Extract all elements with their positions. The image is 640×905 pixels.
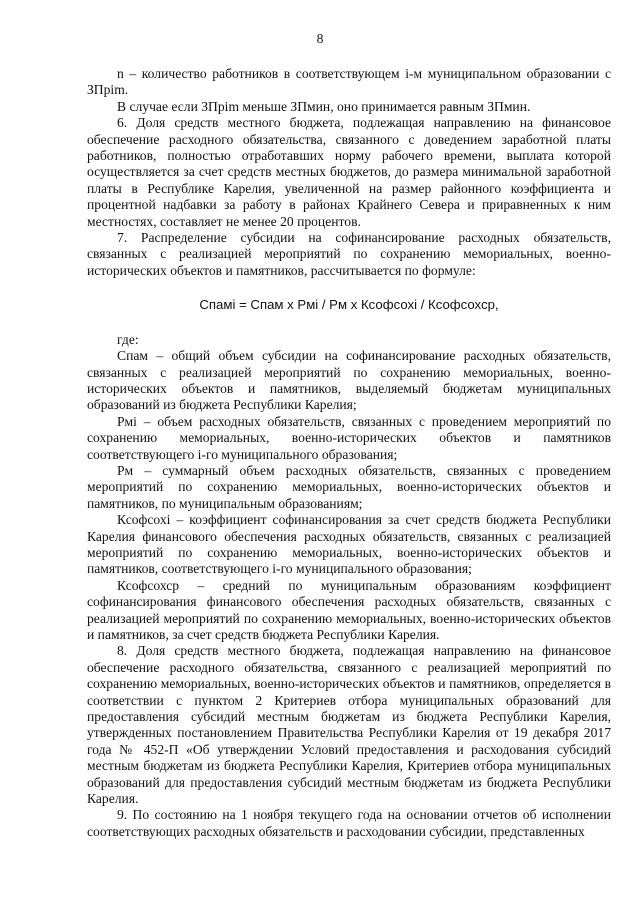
document-body [87,66,611,840]
definition-rm: Рм – суммарный объем расходных обязательств, связанных с проведением мероприятий по сохранению мемориальных, военно-исторических объектов и памятников, по муниципальным образованиям; [87,462,611,511]
where-label: где: [117,331,139,347]
paragraph-item-6: 6. Доля средств местного бюджета, подлежащая направлению на финансовое обеспечение расходного обязательства, связанного с доведением заработной платы работников, полностью отработавших норму рабочего времени, выплата которой осуществляется за счет средств местных бюджетов, до размера минимальной заработной платы в Республике Карелия, увеличенной на размер районного коэффициента и процентной надбавки за работу в районах Крайнего Севера и приравненных к ним местностях, составляет не менее 20 процентов. [87,115,611,229]
definition-spam: Спам – общий объем субсидии на софинансирование расходных обязательств, связанных с реализацией мероприятий по сохранению мемориальных, военно-исторических объектов и памятников, выделяемый бюджетам муниципальных образований из бюджета Республики Карелия; [87,348,611,413]
page-number: 8 [316,31,324,46]
paragraph-item-9: 9. По состоянию на 1 ноября текущего года на основании отчетов об исполнении соответствующих расходных обязательств и расходовании субсидии, представленных [87,807,611,839]
definition-ksofsokhsr: Ксофсохср – средний по муниципальным образованиям коэффициент софинансирования финансового обеспечения расходных обязательств, связанных с реализацией мероприятий по сохранению мемориальных, военно-исторических объектов и памятников, за счет средств бюджета Республики Карелия. [87,577,611,642]
paragraph-min-wage-rule: В случае если ЗПрim меньше ЗПмин, оно принимается равным ЗПмин. [117,98,531,114]
definition-ksofsokhi: Ксофсохi – коэффициент софинансирования за счет средств бюджета Республики Карелия финансового обеспечения расходных обязательств, связанных с реализацией мероприятий по сохранению мемориальных, военно-исторических объектов и памятников, соответствующего i-го муниципального образования; [87,512,611,577]
paragraph-item-8: 8. Доля средств местного бюджета, подлежащая направлению на финансовое обеспечение расходного обязательства, связанного с реализацией мероприятий по сохранению мемориальных, военно-исторических объектов и памятников, определяется в соответствии с пунктом 2 Критериев отбора муниципальных образований для предоставления субсидий местным бюджетам из бюджета Республики Карелия, утвержденных постановлением Правительства Республики Карелия от 19 декабря 2017 года № 452-П «Об утверждении Условий предоставления и расходования субсидий местным бюджетам из бюджета Республики Карелия, Критериев отбора муниципальных образований для предоставления субсидий местным бюджетам из бюджета Республики Карелия. [87,643,611,807]
paragraph-workers-count: n – количество работников в соответствующем i-м муниципальном образовании с ЗПрim. [87,66,611,98]
paragraph-item-7: 7. Распределение субсидии на софинансирование расходных обязательств, связанных с реализацией мероприятий по сохранению мемориальных, военно-исторических объектов и памятников, рассчитывается по формуле: [87,230,611,278]
formula: Спамi = Спам x Рмi / Рм x Ксофсохi / Ксофсохср, [199,297,499,313]
definition-rmi: Рмi – объем расходных обязательств, связанных с проведением мероприятий по сохранению мемориальных, военно-исторических объектов и памятников соответствующего i-го муниципального образования; [87,413,611,462]
